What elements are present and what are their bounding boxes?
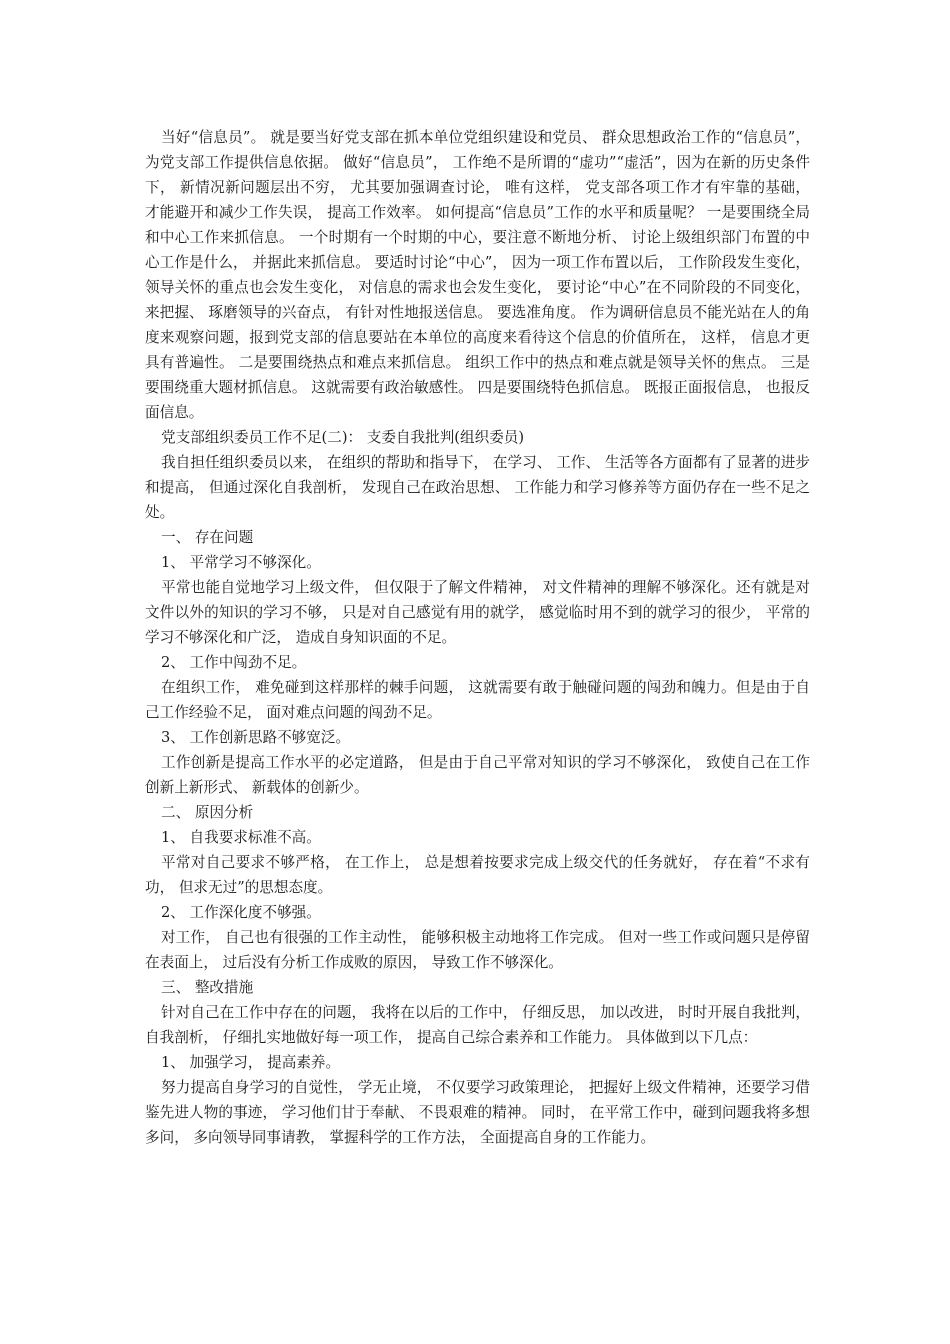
subheading-drive: 2、 工作中闯劲不足。 [161, 654, 307, 671]
heading-rectification: 三、 整改措施 [161, 979, 254, 996]
paragraph-depth: 对工作， 自己也有很强的工作主动性， 能够积极主动地将工作完成。 但对一些工作或问题只是停留在表面上， 过后没有分析工作成败的原因， 导致工作不够深化。 [145, 929, 810, 971]
paragraph-study: 平常也能自觉地学习上级文件， 但仅限于了解文件精神， 对文件精神的理解不够深化。还有就是对文件以外的知识的学习不够， 只是对自己感觉有用的就学， 感觉临时用不到的就学习的很少， 平常的学习不够深化和广泛， 造成自身知识面的不足。 [145, 579, 810, 646]
subheading-standards: 1、 自我要求标准不高。 [161, 829, 321, 846]
section-title: 党支部组织委员工作不足(二)： 支委自我批判(组织委员) [161, 429, 525, 446]
paragraph-rectification: 针对自己在工作中存在的问题， 我将在以后的工作中， 仔细反思， 加以改进， 时时开展自我批判， 自我剖析， 仔细扎实地做好每一项工作， 提高自己综合素养和工作能力。 具体做到以下几点： [145, 1004, 810, 1046]
paragraph-standards: 平常对自己要求不够严格， 在工作上， 总是想着按要求完成上级交代的任务就好， 存在着“不求有功， 但求无过”的思想态度。 [145, 854, 810, 896]
paragraph-learning: 努力提高自身学习的自觉性， 学无止境， 不仅要学习政策理论， 把握好上级文件精神，还要学习借鉴先进人物的事迹， 学习他们甘于奉献、 不畏艰难的精神。 同时， 在平常工作中，碰到问题我将多想多问， 多向领导同事请教， 掌握科学的工作方法， 全面提高自身的工作能力。 [145, 1079, 810, 1146]
heading-existing-problems: 一、 存在问题 [161, 529, 254, 546]
subheading-learning: 1、 加强学习， 提高素养。 [161, 1054, 341, 1071]
heading-cause-analysis: 二、 原因分析 [161, 804, 254, 821]
paragraph-innovation: 工作创新是提高工作水平的必定道路， 但是由于自己平常对知识的学习不够深化， 致使自己在工作创新上新形式、 新载体的创新少。 [145, 754, 810, 796]
subheading-depth: 2、 工作深化度不够强。 [161, 904, 321, 921]
subheading-study: 1、 平常学习不够深化。 [161, 554, 321, 571]
paragraph-information-officer: 当好“信息员”。 就是要当好党支部在抓本单位党组织建设和党员、 群众思想政治工作的“信息员”， 为党支部工作提供信息依据。 做好“信息员”， 工作绝不是所谓的“虚功”“虚活”，因为在新的历史条件下， 新情况新问题层出不穷， 尤其要加强调查讨论， 唯有这样， 党支部各项工作才有牢靠的基础， 才能避开和减少工作失误， 提高工作效率。 如何提高“信息员”工作的水平和质量呢？ 一是要围绕全局和中心工作来抓信息。 一个时期有一个时期的中心，要注意不断地分析、 讨论上级组织部门布置的中心工作是什么， 并据此来抓信息。 要适时讨论“中心”， 因为一项工作布置以后， 工作阶段发生变化， 领导关怀的重点也会发生变化， 对信息的需求也会发生变化， 要讨论“中心”在不同阶段的不同变化， 来把握、 琢磨领导的兴奋点， 有针对性地报送信息。 要选准角度。 作为调研信息员不能光站在人的角度来观察问题，报到党支部的信息要站在本单位的高度来看待这个信息的价值所在， 这样， 信息才更具有普遍性。 二是要围绕热点和难点来抓信息。 组织工作中的热点和难点就是领导关怀的焦点。 三是要围绕重大题材抓信息。 这就需要有政治敏感性。 四是要围绕特色抓信息。 既报正面报信息， 也报反面信息。 [145, 129, 810, 421]
subheading-innovation: 3、 工作创新思路不够宽泛。 [161, 729, 351, 746]
document-body [145, 125, 810, 1150]
paragraph-drive: 在组织工作， 难免碰到这样那样的棘手问题， 这就需要有敢于触碰问题的闯劲和魄力。但是由于自己工作经验不足， 面对难点问题的闯劲不足。 [145, 679, 810, 721]
paragraph-intro: 我自担任组织委员以来， 在组织的帮助和指导下， 在学习、 工作、 生活等各方面都有了显著的进步和提高， 但通过深化自我剖析， 发现自己在政治思想、 工作能力和学习修养等方面仍存在一些不足之处。 [145, 454, 810, 521]
